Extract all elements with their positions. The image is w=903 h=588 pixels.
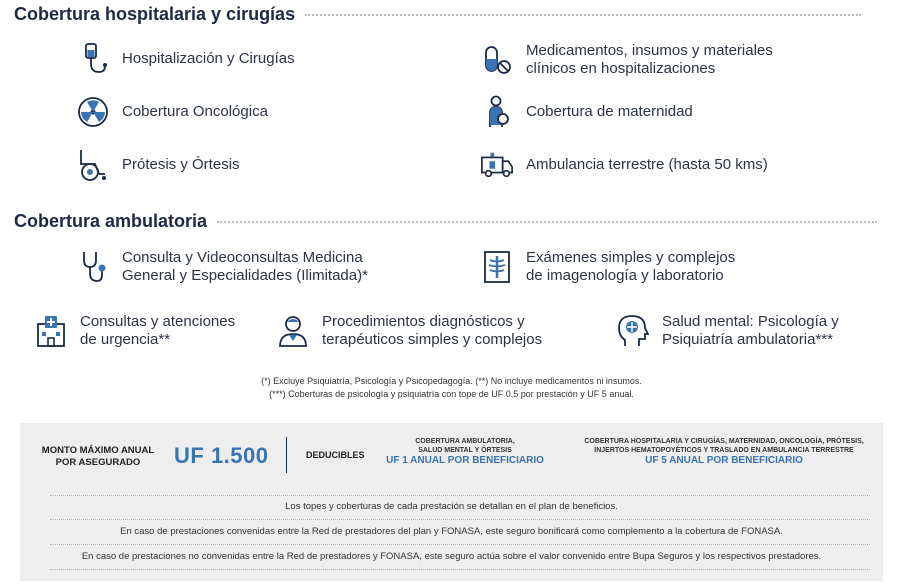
coverage-item-procedures: Procedimientos diagnósticos y terapéuticos simples y complejos xyxy=(276,313,542,349)
radiation-icon xyxy=(76,95,110,129)
iv-drip-icon xyxy=(76,42,110,76)
xray-icon xyxy=(480,250,514,284)
coverage-item-oncology: Cobertura Oncológica xyxy=(76,95,268,129)
stethoscope-icon xyxy=(76,250,110,284)
max-amount-value: UF 1.500 xyxy=(174,443,269,468)
dotted-divider xyxy=(50,569,870,570)
dotted-divider xyxy=(50,495,870,496)
coverage-item-consultation: Consulta y Videoconsultas Medicina General y Especialidades (Ilimitada)* xyxy=(76,249,368,285)
coverage-item-medications: Medicamentos, insumos y materiales clínicos en hospitalizaciones xyxy=(480,42,773,78)
wheelchair-icon xyxy=(76,148,110,182)
max-amount-label: MONTO MÁXIMO ANUAL POR ASEGURADO xyxy=(41,445,155,468)
ambulance-icon xyxy=(480,148,514,182)
footnote-2: (***) Coberturas de psicología y psiquiatría con tope de UF 0,5 por prestación y UF 5 anual. xyxy=(269,389,634,399)
coverage-item-mental-health: Salud mental: Psicología y Psiquiatría ambulatoria*** xyxy=(616,313,839,349)
section-title-hospital: Cobertura hospitalaria y cirugías xyxy=(14,4,861,25)
deductibles-label: DEDUCIBLES xyxy=(306,450,365,460)
summary-box xyxy=(20,423,883,581)
coverage-item-urgency: Consultas y atenciones de urgencia** xyxy=(34,313,235,349)
brain-head-icon xyxy=(616,314,650,348)
section-title-ambulatory: Cobertura ambulatoria xyxy=(14,211,877,232)
coverage-item-exams: Exámenes simples y complejos de imagenología y laboratorio xyxy=(480,249,735,285)
coverage-item-hospitalization: Hospitalización y Cirugías xyxy=(76,42,295,76)
dotted-divider xyxy=(50,544,870,545)
coverage-item-ambulance: Ambulancia terrestre (hasta 50 kms) xyxy=(480,148,768,182)
footnote-1: (*) Excluye Psiquiatría, Psicología y Psicopedagogía. (**) No incluye medicamentos ni insumos. xyxy=(261,376,642,386)
summary-text-2: En caso de prestaciones convenidas entre la Red de prestadores del plan y FONASA, este seguro bonificará como complemento a la cobertura de FONASA. xyxy=(120,526,783,537)
summary-text-1: Los topes y coberturas de cada prestación se detallan en el plan de beneficios. xyxy=(285,501,618,512)
summary-text-3: En caso de prestaciones no convenidas entre la Red de prestadores y FONASA, este seguro actúa sobre el valor convenido entre Bupa Seguros y los respectivos prestadores. xyxy=(81,551,822,562)
vertical-divider xyxy=(286,437,287,473)
deductible-hospital: COBERTURA HOSPITALARIA Y CIRUGÍAS, MATERNIDAD, ONCOLOGÍA, PRÓTESIS, INJERTOS HEMATOPOYÉTICOS Y TRASLADO EN AMBULANCIA TERRESTRE UF 5 ANUAL POR BENEFICIARIO xyxy=(576,438,872,466)
hospital-building-icon xyxy=(34,314,68,348)
deductible-hospital-value: UF 5 ANUAL POR BENEFICIARIO xyxy=(645,455,803,466)
coverage-item-maternity: Cobertura de maternidad xyxy=(480,95,693,129)
title-dotted-rule xyxy=(305,14,861,16)
dotted-divider xyxy=(50,519,870,520)
title-dotted-rule xyxy=(217,221,877,223)
pregnant-woman-icon xyxy=(480,95,514,129)
doctor-icon xyxy=(276,314,310,348)
coverage-item-prosthesis: Prótesis y Órtesis xyxy=(76,148,240,182)
deductible-ambulatory-value: UF 1 ANUAL POR BENEFICIARIO xyxy=(386,455,544,466)
deductible-ambulatory: COBERTURA AMBULATORIA, SALUD MENTAL Y ÓRTESIS UF 1 ANUAL POR BENEFICIARIO xyxy=(380,438,550,466)
pills-icon xyxy=(480,43,514,77)
